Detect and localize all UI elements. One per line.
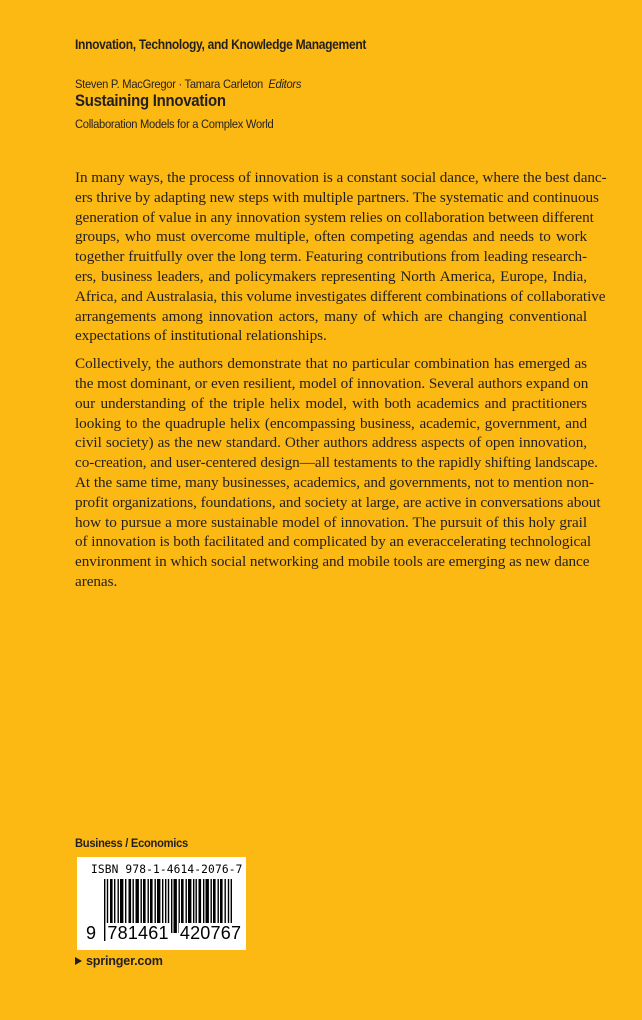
text-line: of innovation is both facilitated and complicated by an everaccelerating technological [75, 533, 592, 551]
text-line: Africa, and Australasia, this volume investigates different combinations of collaborative [75, 287, 606, 305]
text-line: arenas. [75, 572, 118, 590]
series-name: Innovation, Technology, and Knowledge Management [75, 37, 367, 52]
website-label: springer.com [86, 954, 163, 968]
text-line: expectations of institutional relationships. [75, 327, 327, 345]
text-line: profit organizations, foundations, and society at large, are active in conversations about [75, 493, 601, 511]
barcode-digit-group-1: 781461 [107, 923, 169, 943]
text-line: groups, who must overcome multiple, often competing agendas and needs to work [75, 228, 587, 246]
editors-role: Editors [268, 77, 302, 91]
text-line: In many ways, the process of innovation is a constant social dance, where the best danc- [75, 169, 607, 186]
text-line: environment in which social networking and mobile tools are emerging as new dance [75, 553, 590, 571]
text-line: co-creation, and user-centered design—all testaments to the rapidly shifting landscape. [75, 454, 598, 472]
text-line: together fruitfully over the long term. Featuring contributions from leading research- [75, 248, 587, 266]
text-line: how to pursue a more sustainable model of innovation. The pursuit of this holy grail [75, 513, 587, 531]
text-line: ers, business leaders, and policymakers representing North America, Europe, India, [75, 267, 587, 285]
barcode-digit-first: 9 [86, 923, 97, 943]
barcode-digits [85, 923, 242, 944]
text-line: generation of value in any innovation system relies on collaboration between different [75, 208, 594, 226]
blurb [75, 168, 607, 600]
blurb-paragraph-2 [75, 354, 601, 592]
text-line: looking to the quadruple helix (encompassing business, academic, government, and [75, 414, 587, 432]
editors-line [75, 77, 301, 91]
triangle-right-arrow-icon [75, 957, 82, 965]
text-line: our understanding of the triple helix model, with both academics and practitioners [75, 394, 587, 412]
barcode-digit-group-2: 420767 [179, 923, 242, 943]
text-line: arrangements among innovation actors, many of which are changing conventional [75, 307, 587, 325]
text-line: the most dominant, or even resilient, model of innovation. Several authors expand on [75, 374, 589, 392]
text-line: civil society) as the new standard. Other authors address aspects of open innovation, [75, 434, 587, 452]
text-line: At the same time, many businesses, academics, and governments, not to mention non- [75, 473, 594, 491]
text-line: ers thrive by adapting new steps with multiple partners. The systematic and continuous [75, 188, 599, 206]
book-title: Sustaining Innovation [75, 91, 226, 110]
isbn-label: ISBN 978-1-4614-2076-7 [91, 863, 243, 876]
editor-names: Steven P. MacGregor · Tamara Carleton [75, 77, 263, 91]
book-subtitle: Collaboration Models for a Complex World [75, 117, 274, 131]
publisher-website[interactable] [75, 954, 163, 968]
isbn-barcode [77, 857, 246, 950]
text-line: Collectively, the authors demonstrate that no particular combination has emerged as [75, 355, 587, 373]
subject-category: Business / Economics [75, 836, 188, 850]
blurb-paragraph-1 [75, 168, 607, 346]
